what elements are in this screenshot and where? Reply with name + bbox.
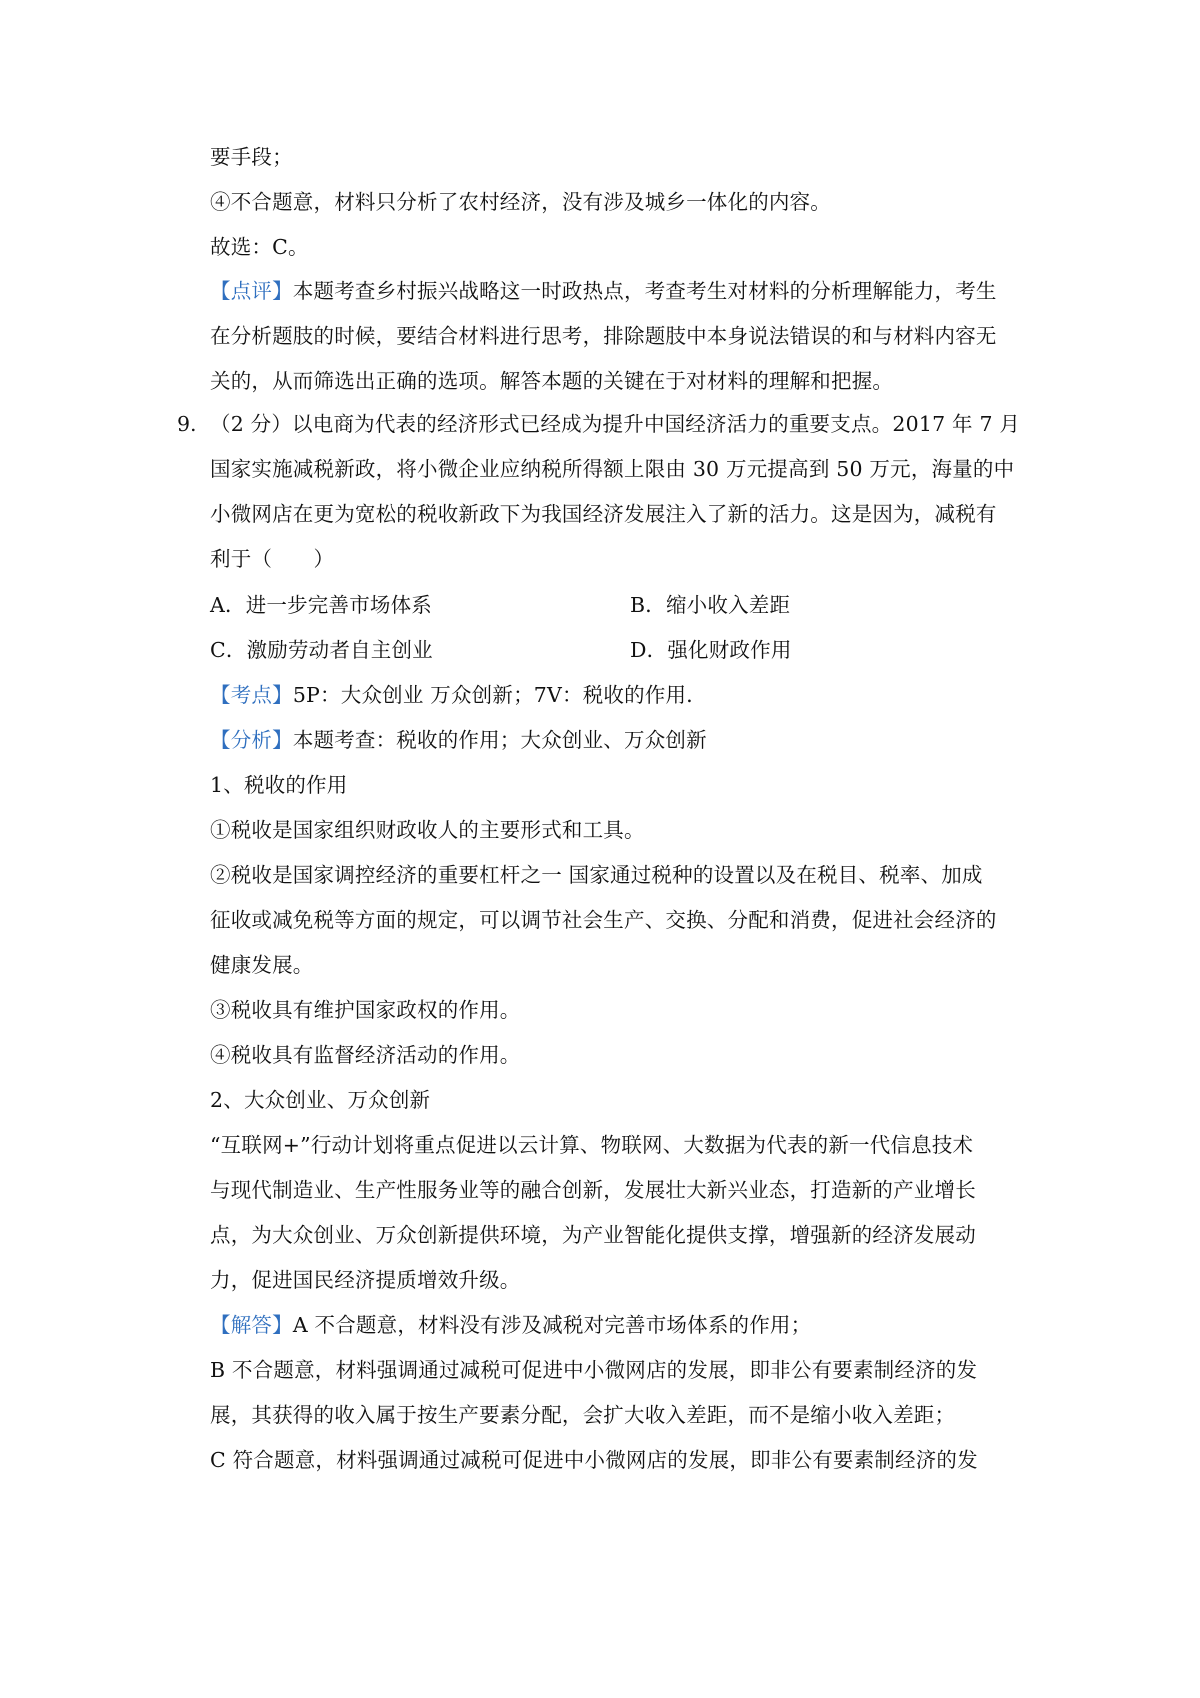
- question-line: 小微网店在更为宽松的税收新政下为我国经济发展注入了新的活力。这是因为，减税有: [210, 502, 997, 526]
- question-line: 利于（ ）: [210, 547, 335, 571]
- text-line: “互联网+”行动计划将重点促进以云计算、物联网、大数据为代表的新一代信息技术: [210, 1133, 974, 1157]
- analysis-tag: 【分析】: [210, 728, 293, 752]
- comment-tag: 【点评】: [210, 279, 293, 303]
- text-line: 健康发展。: [210, 953, 314, 977]
- question-line: （2 分）以电商为代表的经济形式已经成为提升中国经济活力的重要支点。2017 年 7 月: [210, 412, 1021, 436]
- text-line: ①税收是国家组织财政收人的主要形式和工具。: [210, 818, 645, 842]
- text-line: 点，为大众创业、万众创新提供环境，为产业智能化提供支撑，增强新的经济发展动: [210, 1223, 976, 1247]
- comment-text: 本题考查乡村振兴战略这一时政热点，考查考生对材料的分析理解能力，考生: [292, 279, 997, 303]
- key-point-tag: 【考点】: [210, 683, 293, 707]
- text-line: ③税收具有维护国家政权的作用。: [210, 998, 521, 1022]
- text-line: B 不合题意，材料强调通过减税可促进中小微网店的发展，即非公有要素制经济的发: [210, 1358, 978, 1382]
- text-line: 1、税收的作用: [210, 773, 348, 797]
- answer-line: [210, 1310, 1030, 1340]
- options-row: [210, 590, 1030, 620]
- option-d: D．强化财政作用: [630, 638, 792, 662]
- text-line: 征收或减免税等方面的规定，可以调节社会生产、交换、分配和消费，促进社会经济的: [210, 908, 997, 932]
- analysis-text: 本题考查：税收的作用；大众创业、万众创新: [292, 728, 707, 752]
- option-a: A．进一步完善市场体系: [210, 593, 433, 617]
- text-line: ②税收是国家调控经济的重要杠杆之一 国家通过税种的设置以及在税目、税率、加成: [210, 863, 983, 887]
- answer-text: A 不合题意，材料没有涉及减税对完善市场体系的作用；: [292, 1313, 812, 1337]
- key-point-line: [210, 680, 1030, 710]
- text-line: ④不合题意，材料只分析了农村经济，没有涉及城乡一体化的内容。: [210, 190, 831, 214]
- text-line: 2、大众创业、万众创新: [210, 1088, 431, 1112]
- options-row: [210, 635, 1030, 665]
- comment-line: [210, 276, 1030, 306]
- text-line: 在分析题肢的时候，要结合材料进行思考，排除题肢中本身说法错误的和与材料内容无: [210, 324, 997, 348]
- text-line: 故选：C。: [210, 235, 309, 259]
- text-line: ④税收具有监督经济活动的作用。: [210, 1043, 521, 1067]
- question-number: 9.: [177, 412, 197, 436]
- key-point-text: 5P：大众创业 万众创新；7V：税收的作用．: [292, 683, 707, 707]
- text-line: 力，促进国民经济提质增效升级。: [210, 1268, 521, 1292]
- text-line: 与现代制造业、生产性服务业等的融合创新，发展壮大新兴业态，打造新的产业增长: [210, 1178, 976, 1202]
- text-line: C 符合题意，材料强调通过减税可促进中小微网店的发展，即非公有要素制经济的发: [210, 1448, 978, 1472]
- text-line: 展，其获得的收入属于按生产要素分配，会扩大收入差距，而不是缩小收入差距；: [210, 1403, 956, 1427]
- text-line: 关的，从而筛选出正确的选项。解答本题的关键在于对材料的理解和把握。: [210, 369, 894, 393]
- answer-tag: 【解答】: [210, 1313, 293, 1337]
- analysis-line: [210, 725, 1030, 755]
- option-b: B．缩小收入差距: [630, 593, 791, 617]
- text-line: 要手段；: [210, 145, 293, 169]
- question-line: 国家实施减税新政，将小微企业应纳税所得额上限由 30 万元提高到 50 万元，海量的中: [210, 457, 1015, 481]
- option-c: C．激励劳动者自主创业: [210, 638, 433, 662]
